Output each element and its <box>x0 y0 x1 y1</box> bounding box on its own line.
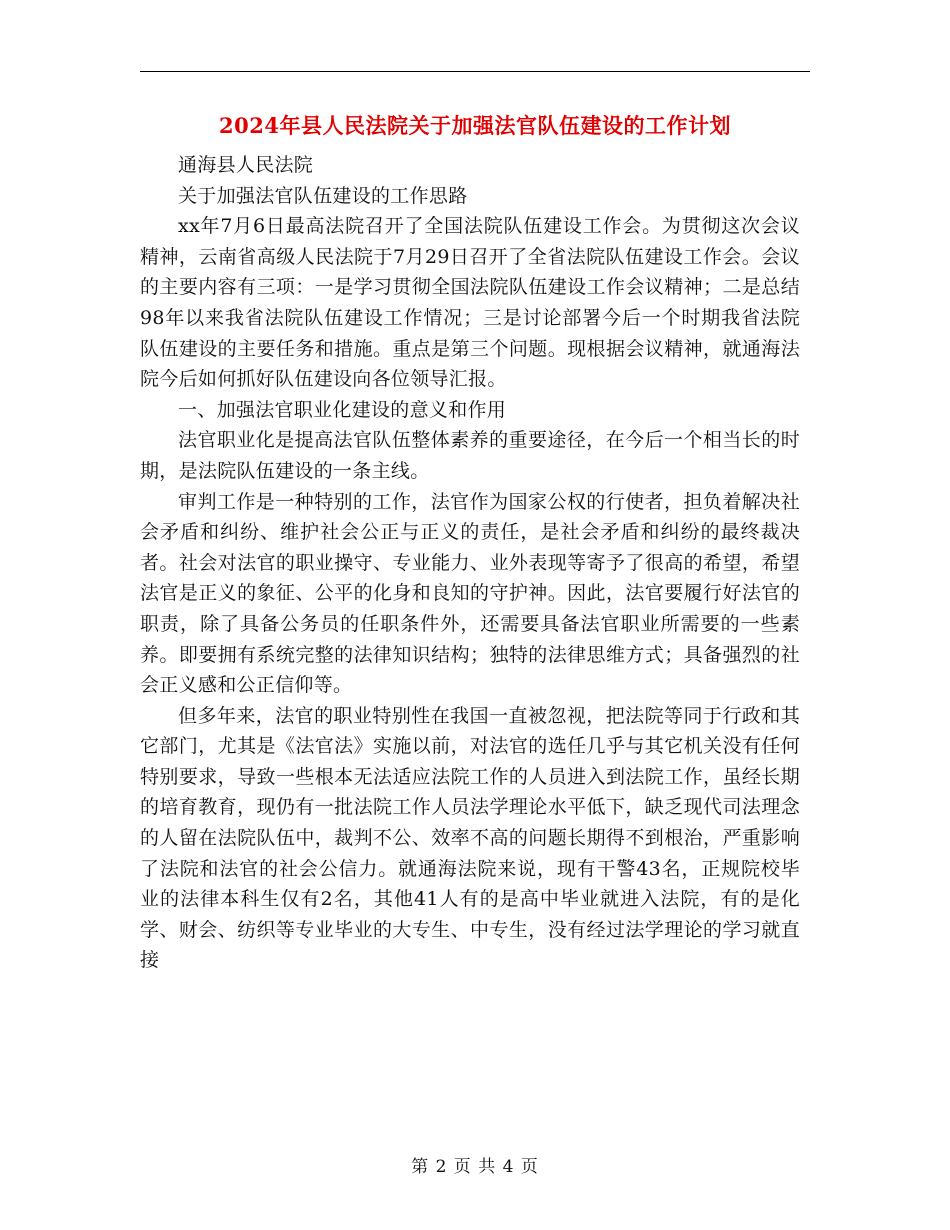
document-body <box>140 150 800 976</box>
paragraph-intro: xx年7月6日最高法院召开了全国法院队伍建设工作会。为贯彻这次会议精神，云南省高级人民法院于7月29日召开了全省法院队伍建设工作会。会议的主要内容有三项：一是学习贯彻全国法院队伍建设工作会议精神；二是总结98年以来我省法院队伍建设工作情况；三是讨论部署今后一个时期我省法院队伍建设的主要任务和措施。重点是第三个问题。现根据会议精神，就通海法院今后如何抓好队伍建设向各位领导汇报。 <box>140 215 800 391</box>
paragraph-subtitle: 关于加强法官队伍建设的工作思路 <box>178 184 468 207</box>
page-number-footer: 第 2 页 共 4 页 <box>411 1157 539 1177</box>
header-rule <box>140 71 810 72</box>
paragraph-problems: 但多年来，法官的职业特别性在我国一直被忽视，把法院等同于行政和其它部门，尤其是《法官法》实施以前，对法官的选任几乎与其它机关没有任何特别要求，导致一些根本无法适应法院工作的人员进入到法院工作，虽经长期的培育教育，现仍有一批法院工作人员法学理论水平低下，缺乏现代司法理念的人留在法院队伍中，裁判不公、效率不高的问题长期得不到根治，严重影响了法院和法官的社会公信力。就通海法院来说，现有干警43名，正规院校毕业的法律本科生仅有2名，其他41人有的是高中毕业就进入法院，有的是化学、财会、纺织等专业毕业的大专生、中专生，没有经过法学理论的学习就直接 <box>140 704 800 972</box>
document-title: 2024年县人民法院关于加强法官队伍建设的工作计划 <box>219 113 731 138</box>
section-heading-1: 一、加强法官职业化建设的意义和作用 <box>178 398 507 421</box>
paragraph-issuer: 通海县人民法院 <box>178 154 314 176</box>
paragraph-professionalization: 法官职业化是提高法官队伍整体素养的重要途径，在今后一个相当长的时期，是法院队伍建设的一条主线。 <box>140 429 800 482</box>
paragraph-judicial-work: 审判工作是一种特别的工作，法官作为国家公权的行使者，担负着解决社会矛盾和纠纷、维护社会公正与正义的责任，是社会矛盾和纠纷的最终裁决者。社会对法官的职业操守、专业能力、业外表现等寄予了很高的希望，希望法官是正义的象征、公平的化身和良知的守护神。因此，法官要履行好法官的职责，除了具备公务员的任职条件外，还需要具备法官职业所需要的一些素养。即要拥有系统完整的法律知识结构；独特的法律思维方式；具备强烈的社会正义感和公正信仰等。 <box>140 490 800 697</box>
